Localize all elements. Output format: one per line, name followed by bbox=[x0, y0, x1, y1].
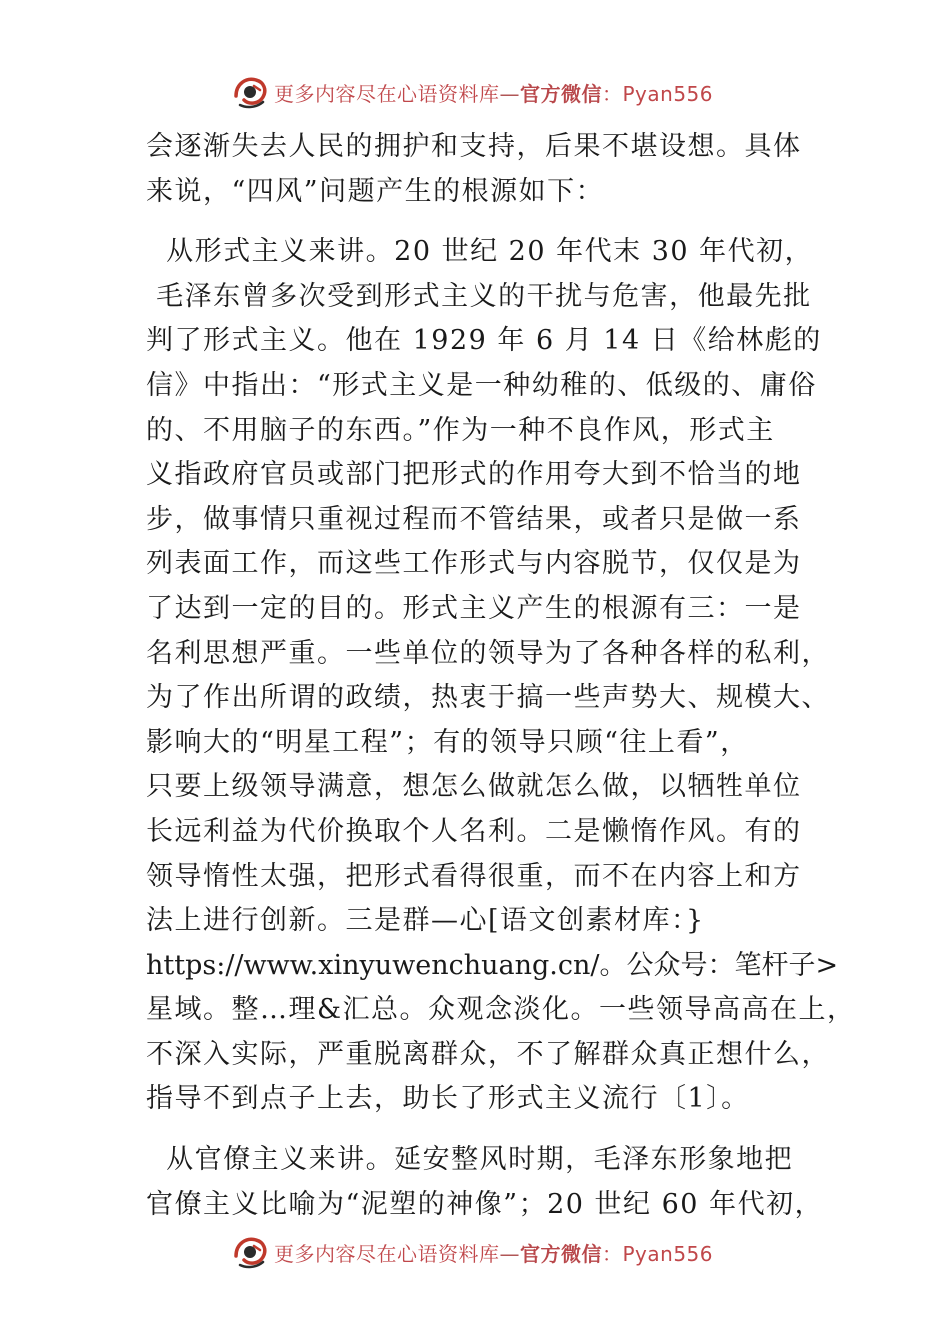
logo-icon bbox=[230, 1232, 270, 1272]
text-line: 列表面工作，而这些工作形式与内容脱节，仅仅是为 bbox=[146, 548, 802, 580]
logo-icon bbox=[230, 72, 270, 112]
footer-watermark bbox=[230, 1232, 713, 1272]
text-line: 从形式主义来讲。20 世纪 20 年代末 30 年代初， bbox=[146, 236, 814, 268]
watermark-text: 更多内容尽在心语资料库—官方微信：Pyan556 bbox=[274, 1241, 714, 1266]
text-line: 名利思想严重。一些单位的领导为了各种各样的私利， bbox=[146, 637, 830, 669]
text-line: 不深入实际，严重脱离群众，不了解群众真正想什么， bbox=[146, 1038, 830, 1070]
text-line: 义指政府官员或部门把形式的作用夸大到不恰当的地 bbox=[146, 459, 802, 491]
text-line: 的、不用脑子的东西。”作为一种不良作风，形式主 bbox=[146, 414, 775, 446]
text-line: 步，做事情只重视过程而不管结果，或者只是做一系 bbox=[146, 503, 802, 535]
text-line: 只要上级领导满意，想怎么做就怎么做，以牺牲单位 bbox=[146, 771, 802, 803]
text-line: 官僚主义比喻为“泥塑的神像”；20 世纪 60 年代初， bbox=[146, 1188, 824, 1220]
text-line: 指导不到点子上去，助长了形式主义流行〔1〕。 bbox=[146, 1083, 750, 1115]
text-line: 领导惰性太强，把形式看得很重，而不在内容上和方 bbox=[146, 860, 802, 892]
text-line: 来说，“四风”问题产生的根源如下： bbox=[146, 175, 605, 207]
text-line: 长远利益为代价换取个人名利。二是懒惰作风。有的 bbox=[146, 815, 802, 847]
text-line: 影响大的“明星工程”；有的领导只顾“往上看”， bbox=[146, 726, 749, 758]
header-watermark bbox=[230, 72, 713, 112]
text-line: 了达到一定的目的。形式主义产生的根源有三：一是 bbox=[146, 592, 802, 624]
text-line: 从官僚主义来讲。延安整风时期，毛泽东形象地把 bbox=[146, 1144, 794, 1176]
paragraph bbox=[146, 125, 836, 214]
text-line: 信》中指出：“形式主义是一种幼稚的、低级的、庸俗 bbox=[146, 369, 817, 401]
url-text: https://www.xinyuwenchuang.cn/。公众号：笔杆子> bbox=[146, 949, 839, 981]
text-line: 星域。整…理&汇总。众观念淡化。一些领导高高在上， bbox=[146, 994, 856, 1026]
text-line: 为了作出所谓的政绩，热衷于搞一些声势大、规模大、 bbox=[146, 682, 830, 714]
watermark-text: 更多内容尽在心语资料库—官方微信：Pyan556 bbox=[274, 81, 714, 106]
paragraph bbox=[146, 1138, 836, 1227]
text-line: 毛泽东曾多次受到形式主义的干扰与危害，他最先批 bbox=[146, 280, 812, 312]
text-line: 会逐渐失去人民的拥护和支持，后果不堪设想。具体 bbox=[146, 131, 802, 162]
paragraph bbox=[146, 230, 856, 1122]
document-body bbox=[146, 125, 856, 1227]
text-line: 判了形式主义。他在 1929 年 6 月 14 日《给林彪的 bbox=[146, 325, 822, 357]
text-line: 法上进行创新。三是群—心[语文创素材库：} bbox=[146, 905, 705, 937]
